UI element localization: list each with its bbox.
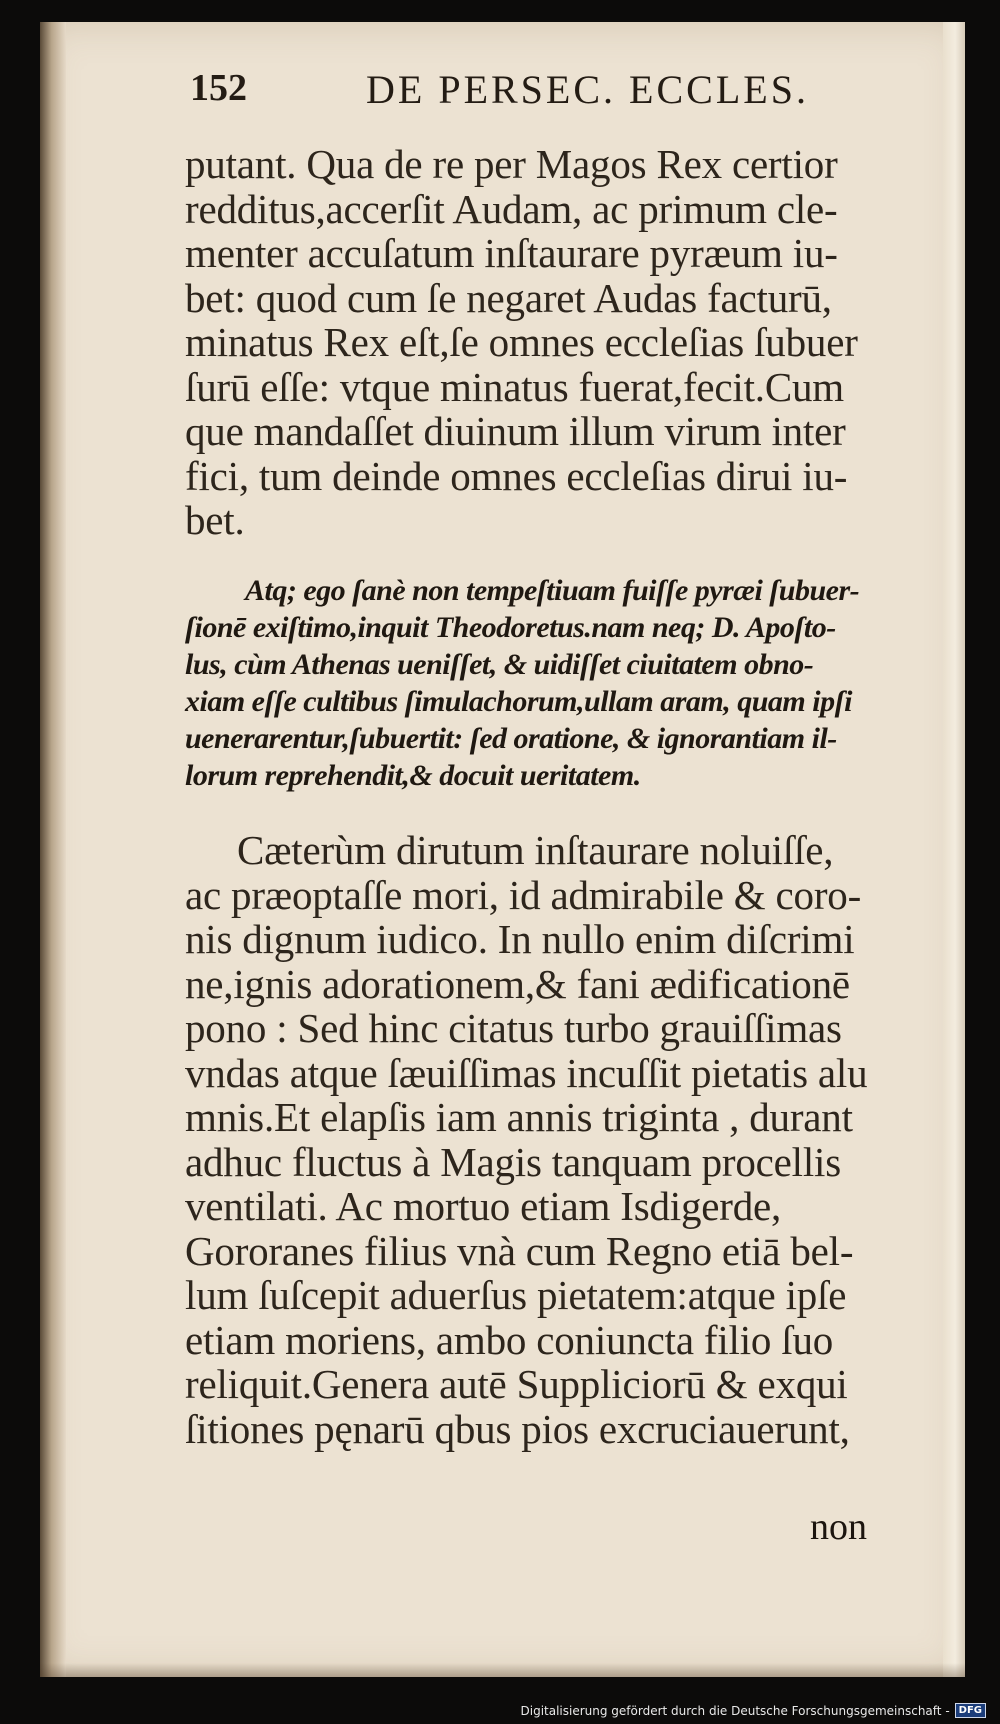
text-line: Cæterùm dirutum inſtaurare noluiſſe, [237, 827, 834, 873]
dfg-logo: DFG [955, 1703, 986, 1718]
quote-line: Atq; ego ſanè non tempeſtiuam fuiſſe pyræi ſubuer- [245, 574, 860, 607]
catchword: non [810, 1506, 867, 1548]
page-gutter [40, 22, 66, 1677]
text-line: que mandaſſet diuinum illum virum inter [185, 408, 846, 454]
quote-line: xiam eſſe cultibus ſimulachorum,ullam aram, quam ipſi [185, 685, 852, 718]
quote-line: uenerarentur,ſubuertit: ſed oratione, & ignorantiam il- [185, 722, 837, 755]
page-edge [943, 22, 965, 1677]
quote-line: ſionē exiſtimo,inquit Theodoretus.nam neq; D. Apoſto- [185, 611, 836, 644]
page-bottom-shadow [40, 1663, 965, 1677]
quote-line: lus, cùm Athenas ueniſſet, & uidiſſet ciuitatem obno- [185, 648, 814, 681]
paragraph-2 [185, 828, 930, 1451]
text-line: redditus,accerſit Audam, ac primum cle- [185, 185, 838, 232]
text-line: adhuc fluctus à Magis tanquam procellis [185, 1138, 841, 1185]
text-line: ſitiones pęnarū qbus pios excruciauerunt, [185, 1405, 850, 1452]
text-line: nis dignum iudico. In nullo enim diſcrimi [185, 916, 855, 962]
running-head: DE PERSEC. ECCLES. [366, 67, 809, 112]
text-line: ac præoptaſſe mori, id admirabile & coro- [185, 871, 862, 918]
text-line: etiam moriens, ambo coniuncta filio ſuo [185, 1316, 834, 1363]
text-line: vndas atque ſæuiſſimas incuſſit pietatis alu [185, 1049, 868, 1096]
quotation-block [185, 572, 930, 794]
text-line: Gororanes filius vnà cum Regno etiā bel- [185, 1227, 854, 1274]
paragraph-1 [185, 142, 930, 543]
text-line: fici, tum deinde omnes eccleſias dirui iu- [185, 452, 848, 499]
text-line: bet. [185, 497, 245, 543]
credit-text: Digitalisierung gefördert durch die Deutsche Forschungsgemeinschaft - [520, 1703, 950, 1718]
text-line: bet: quod cum ſe negaret Audas facturū, [185, 274, 832, 321]
text-line: ſurū eſſe: vtque minatus fuerat,fecit.Cum [185, 363, 844, 410]
text-line: ne,ignis adorationem,& fani ædificationē [185, 960, 850, 1007]
text-line: putant. Qua de re per Magos Rex certior [185, 141, 838, 187]
quote-line: lorum reprehendit,& docuit ueritatem. [185, 759, 641, 792]
text-line: mnis.Et elapſis iam annis triginta , durant [185, 1094, 853, 1140]
text-line: reliquit.Genera autē Suppliciorū & exqui [185, 1361, 848, 1407]
text-line: lum ſuſcepit aduerſus pietatem:atque ipſe [185, 1272, 847, 1318]
digitization-credit [521, 1703, 987, 1718]
text-line: pono : Sed hinc citatus turbo grauiſſimas [185, 1005, 842, 1051]
text-line: ventilati. Ac mortuo etiam Isdigerde, [185, 1183, 782, 1229]
page-number: 152 [190, 67, 247, 109]
text-line: menter accuſatum inſtaurare pyræum iu- [185, 230, 838, 276]
page-header [190, 66, 920, 126]
text-line: minatus Rex eſt,ſe omnes eccleſias ſubuer [185, 319, 858, 365]
